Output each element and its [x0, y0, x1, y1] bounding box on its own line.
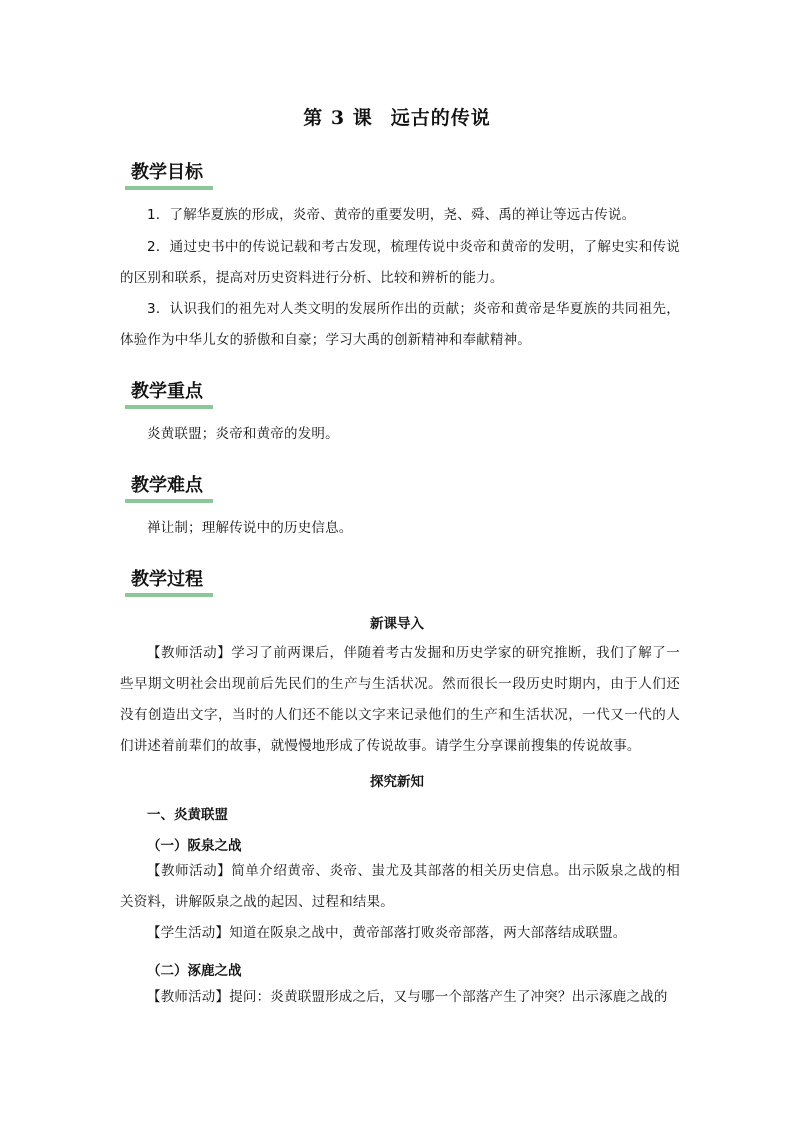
- heading-goals: 教学目标: [125, 158, 203, 186]
- sub2-heading: （二）涿鹿之战: [147, 963, 242, 979]
- heading-key-points: 教学重点: [125, 377, 203, 405]
- intro-text: 【教师活动】学习了前两课后，伴随着考古发掘和历史学家的研究推断，我们了解了一些早期文明社会出现前后先民们的生产与生活状况。然而很长一段历史时期内，由于人们还没有创造出文字，当时的人们还不能以文字来记录他们的生产和生活状况，一代又一代的人们讲述着前辈们的故事，就慢慢地形成了传说故事。请学生分享课前搜集的传说故事。: [120, 645, 680, 754]
- intro-title: 新课导入: [370, 616, 424, 632]
- sub1-heading: （一）阪泉之战: [147, 838, 242, 854]
- heading-underline: [125, 186, 213, 190]
- sub1-teacher-activity: 【教师活动】简单介绍黄帝、炎帝、蚩尤及其部落的相关历史信息。出示阪泉之战的相关资料，讲解阪泉之战的起因、过程和结果。: [120, 863, 680, 910]
- lesson-name: 远古的传说: [390, 107, 491, 129]
- heading-underline: [125, 499, 213, 503]
- goal-item-1: 1．了解华夏族的形成，炎帝、黄帝的重要发明，尧、舜、禹的禅让等远古传说。: [147, 207, 636, 223]
- page-title: [0, 103, 794, 130]
- part1-heading: 一、炎黄联盟: [147, 807, 228, 823]
- sub1-student-activity: 【学生活动】知道在阪泉之战中，黄帝部落打败炎帝部落，两大部落结成联盟。: [147, 925, 627, 941]
- explore-title: 探究新知: [370, 774, 424, 790]
- heading-underline: [125, 405, 213, 409]
- sub2-teacher-activity: 【教师活动】提问：炎黄联盟形成之后，又与哪一个部落产生了冲突？出示涿鹿之战的: [147, 989, 668, 1005]
- heading-difficulties: 教学难点: [125, 471, 203, 499]
- heading-underline: [125, 593, 213, 597]
- heading-process: 教学过程: [125, 565, 203, 593]
- key-points-text: 炎黄联盟；炎帝和黄帝的发明。: [147, 426, 339, 442]
- goal-item-2: 2．通过史书中的传说记载和考古发现，梳理传说中炎帝和黄帝的发明，了解史实和传说的区别和联系，提高对历史资料进行分析、比较和辨析的能力。: [120, 239, 680, 286]
- goal-item-3: 3．认识我们的祖先对人类文明的发展所作出的贡献；炎帝和黄帝是华夏族的共同祖先，体验作为中华儿女的骄傲和自豪；学习大禹的创新精神和奉献精神。: [120, 301, 680, 348]
- difficulties-text: 禅让制；理解传说中的历史信息。: [147, 520, 353, 536]
- lesson-number: 第 3 课: [303, 107, 373, 129]
